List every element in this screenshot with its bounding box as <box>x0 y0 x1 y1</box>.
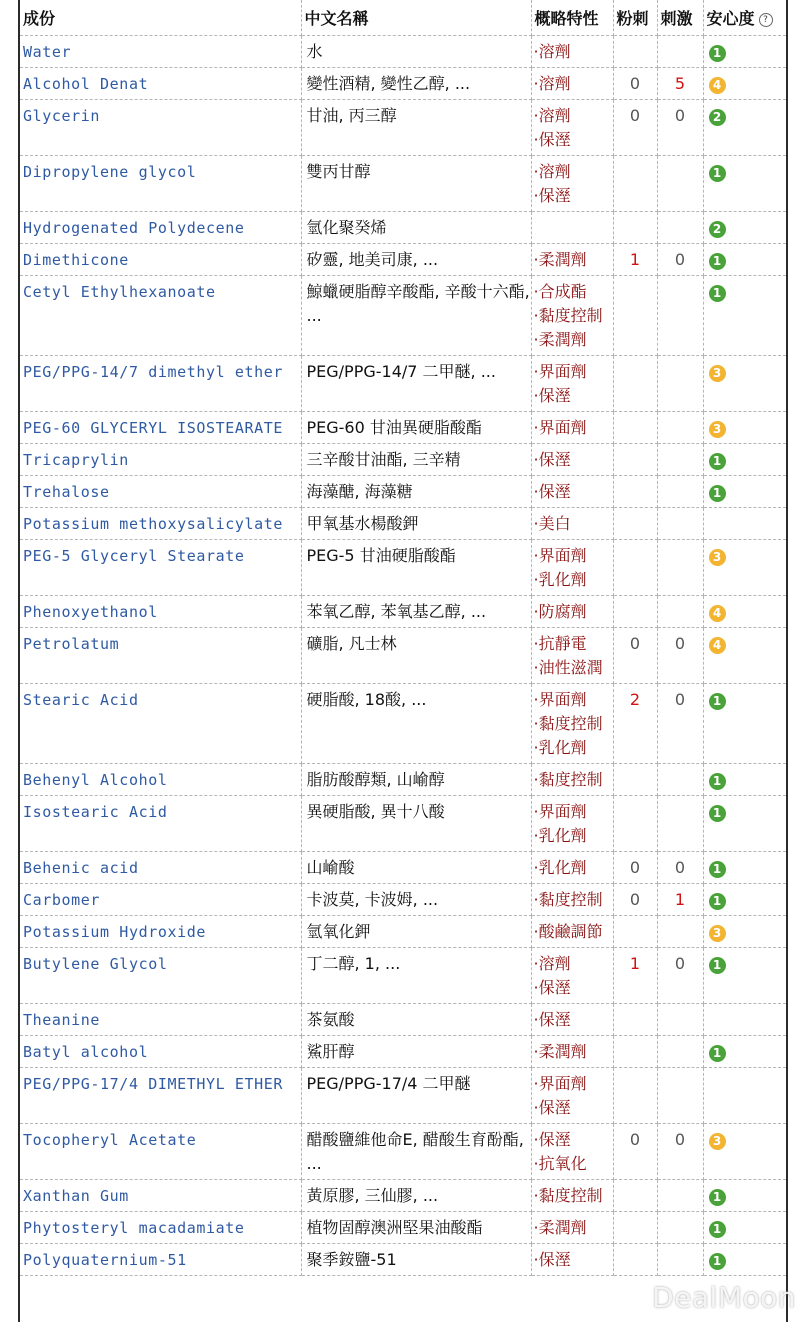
safety-cell <box>703 244 786 276</box>
acne-score <box>613 476 657 508</box>
irritation-score <box>657 476 703 508</box>
feature-list <box>531 852 613 884</box>
feature-link[interactable]: ·油性滋潤 <box>533 658 603 677</box>
ingredient-link[interactable]: Potassium methoxysalicylate <box>20 508 301 540</box>
table-row <box>20 508 786 540</box>
feature-list <box>531 884 613 916</box>
feature-link[interactable]: ·溶劑 <box>533 106 571 125</box>
feature-list <box>531 916 613 948</box>
chinese-name: PEG-60 甘油異硬脂酸酯 <box>301 412 531 444</box>
safety-badge-icon[interactable]: 3 <box>709 925 726 942</box>
ingredient-link[interactable]: Petrolatum <box>20 628 301 684</box>
feature-list <box>531 1212 613 1244</box>
safety-cell <box>703 916 786 948</box>
table-row <box>20 852 786 884</box>
header-acne[interactable]: 粉刺 <box>613 0 657 36</box>
feature-list <box>531 596 613 628</box>
safety-badge-icon[interactable]: 1 <box>709 285 726 302</box>
table-row <box>20 36 786 68</box>
acne-score <box>613 540 657 596</box>
feature-list <box>531 476 613 508</box>
feature-list <box>531 1036 613 1068</box>
acne-score: 0 <box>613 852 657 884</box>
acne-score <box>613 1180 657 1212</box>
acne-score <box>613 764 657 796</box>
ingredient-link[interactable]: PEG/PPG-14/7 dimethyl ether <box>20 356 301 412</box>
acne-score: 0 <box>613 628 657 684</box>
safety-cell <box>703 628 786 684</box>
acne-score <box>613 156 657 212</box>
irritation-score <box>657 212 703 244</box>
table-row <box>20 1036 786 1068</box>
ingredient-link[interactable]: Behenyl Alcohol <box>20 764 301 796</box>
chinese-name: 變性酒精, 變性乙醇, ... <box>301 68 531 100</box>
table-row <box>20 1180 786 1212</box>
safety-cell <box>703 596 786 628</box>
irritation-score: 0 <box>657 852 703 884</box>
table-row <box>20 948 786 1004</box>
feature-link[interactable]: ·乳化劑 <box>533 858 587 877</box>
ingredient-link[interactable]: Glycerin <box>20 100 301 156</box>
acne-score <box>613 356 657 412</box>
acne-score <box>613 1068 657 1124</box>
chinese-name: PEG/PPG-14/7 二甲醚, ... <box>301 356 531 412</box>
header-safety-label: 安心度 <box>706 9 755 28</box>
irritation-score <box>657 1068 703 1124</box>
safety-cell <box>703 508 786 540</box>
ingredient-link[interactable]: Trehalose <box>20 476 301 508</box>
table-row <box>20 1124 786 1180</box>
ingredient-link[interactable]: Cetyl Ethylhexanoate <box>20 276 301 356</box>
chinese-name: 矽靈, 地美司康, ... <box>301 244 531 276</box>
safety-badge-icon[interactable]: 1 <box>709 1221 726 1238</box>
feature-link[interactable]: ·乳化劑 <box>533 738 587 757</box>
chinese-name: 雙丙甘醇 <box>301 156 531 212</box>
safety-badge-icon[interactable]: 3 <box>709 421 726 438</box>
table-row <box>20 1212 786 1244</box>
safety-badge-icon[interactable]: 1 <box>709 1253 726 1270</box>
table-row <box>20 764 786 796</box>
feature-link[interactable]: ·界面劑 <box>533 546 587 565</box>
table-row <box>20 100 786 156</box>
chinese-name: 硬脂酸, 18酸, ... <box>301 684 531 764</box>
irritation-score <box>657 1180 703 1212</box>
safety-cell <box>703 540 786 596</box>
safety-cell <box>703 444 786 476</box>
feature-link[interactable]: ·界面劑 <box>533 418 587 437</box>
table-row <box>20 628 786 684</box>
safety-cell <box>703 356 786 412</box>
safety-badge-icon[interactable]: 1 <box>709 1045 726 1062</box>
header-row <box>20 0 786 36</box>
feature-list <box>531 1124 613 1180</box>
feature-link[interactable]: ·黏度控制 <box>533 714 603 733</box>
table-row <box>20 1004 786 1036</box>
feature-link[interactable]: ·界面劑 <box>533 690 587 709</box>
feature-list <box>531 68 613 100</box>
table-row <box>20 884 786 916</box>
acne-score: 0 <box>613 1124 657 1180</box>
safety-cell <box>703 36 786 68</box>
feature-list <box>531 540 613 596</box>
safety-badge-icon[interactable]: 1 <box>709 485 726 502</box>
feature-link[interactable]: ·抗靜電 <box>533 634 587 653</box>
ingredient-link[interactable]: Phytosteryl macadamiate <box>20 1212 301 1244</box>
ingredient-link[interactable]: Batyl alcohol <box>20 1036 301 1068</box>
irritation-score: 0 <box>657 684 703 764</box>
feature-list <box>531 212 613 244</box>
ingredient-link[interactable]: Potassium Hydroxide <box>20 916 301 948</box>
safety-badge-icon[interactable]: 1 <box>709 693 726 710</box>
chinese-name: 聚季銨鹽-51 <box>301 1244 531 1276</box>
irritation-score <box>657 36 703 68</box>
feature-link[interactable]: ·界面劑 <box>533 802 587 821</box>
ingredient-link[interactable]: Behenic acid <box>20 852 301 884</box>
acne-score <box>613 212 657 244</box>
acne-score <box>613 36 657 68</box>
safety-cell <box>703 884 786 916</box>
ingredient-link[interactable]: Water <box>20 36 301 68</box>
header-irritation[interactable]: 刺激 <box>657 0 703 36</box>
irritation-score: 0 <box>657 244 703 276</box>
table-row <box>20 540 786 596</box>
acne-score <box>613 508 657 540</box>
irritation-score: 0 <box>657 1124 703 1180</box>
acne-score <box>613 916 657 948</box>
feature-link[interactable]: ·保溼 <box>533 482 571 501</box>
chinese-name: 丁二醇, 1, ... <box>301 948 531 1004</box>
table-row <box>20 356 786 412</box>
safety-badge-icon[interactable]: 1 <box>709 773 726 790</box>
feature-link[interactable]: ·保溼 <box>533 450 571 469</box>
ingredient-link[interactable]: Dimethicone <box>20 244 301 276</box>
table-row <box>20 596 786 628</box>
feature-link[interactable]: ·美白 <box>533 514 571 533</box>
acne-score <box>613 596 657 628</box>
feature-list <box>531 356 613 412</box>
feature-link[interactable]: ·抗氧化 <box>533 1154 587 1173</box>
safety-cell <box>703 100 786 156</box>
acne-score: 0 <box>613 68 657 100</box>
ingredient-link[interactable]: Dipropylene glycol <box>20 156 301 212</box>
feature-link[interactable]: ·酸鹼調節 <box>533 922 603 941</box>
safety-badge-icon[interactable]: 1 <box>709 893 726 910</box>
feature-list <box>531 1180 613 1212</box>
feature-link[interactable]: ·保溼 <box>533 1130 571 1149</box>
safety-cell <box>703 212 786 244</box>
feature-link[interactable]: ·柔潤劑 <box>533 1042 587 1061</box>
safety-cell <box>703 1244 786 1276</box>
ingredient-link[interactable]: Butylene Glycol <box>20 948 301 1004</box>
feature-list <box>531 244 613 276</box>
acne-score: 1 <box>613 244 657 276</box>
feature-list <box>531 100 613 156</box>
acne-score: 0 <box>613 884 657 916</box>
irritation-score <box>657 916 703 948</box>
chinese-name: 甲氧基水楊酸鉀 <box>301 508 531 540</box>
table-row <box>20 276 786 356</box>
feature-link[interactable]: ·柔潤劑 <box>533 1218 587 1237</box>
feature-link[interactable]: ·保溼 <box>533 1098 571 1117</box>
acne-score <box>613 1212 657 1244</box>
table-row <box>20 156 786 212</box>
ingredient-link[interactable]: Xanthan Gum <box>20 1180 301 1212</box>
chinese-name: 異硬脂酸, 異十八酸 <box>301 796 531 852</box>
feature-link[interactable]: ·保溼 <box>533 1010 571 1029</box>
ingredient-link[interactable]: PEG-60 GLYCERYL ISOSTEARATE <box>20 412 301 444</box>
chinese-name: PEG/PPG-17/4 二甲醚 <box>301 1068 531 1124</box>
chinese-name: 海藻醣, 海藻糖 <box>301 476 531 508</box>
acne-score <box>613 412 657 444</box>
feature-link[interactable]: ·溶劑 <box>533 954 571 973</box>
safety-badge-icon[interactable]: 2 <box>709 109 726 126</box>
feature-list <box>531 276 613 356</box>
feature-link[interactable]: ·溶劑 <box>533 74 571 93</box>
acne-score: 2 <box>613 684 657 764</box>
acne-score <box>613 1036 657 1068</box>
irritation-score <box>657 1212 703 1244</box>
safety-badge-icon[interactable]: 1 <box>709 805 726 822</box>
chinese-name: 植物固醇澳洲堅果油酸酯 <box>301 1212 531 1244</box>
chinese-name: 礦脂, 凡士林 <box>301 628 531 684</box>
chinese-name: 醋酸鹽維他命E, 醋酸生育酚酯, ... <box>301 1124 531 1180</box>
safety-cell <box>703 684 786 764</box>
safety-badge-icon[interactable]: 1 <box>709 165 726 182</box>
ingredient-link[interactable]: PEG/PPG-17/4 DIMETHYL ETHER <box>20 1068 301 1124</box>
safety-badge-icon[interactable]: 1 <box>709 861 726 878</box>
feature-link[interactable]: ·柔潤劑 <box>533 250 587 269</box>
feature-link[interactable]: ·黏度控制 <box>533 1186 603 1205</box>
feature-link[interactable]: ·柔潤劑 <box>533 330 587 349</box>
table-row <box>20 244 786 276</box>
feature-link[interactable]: ·防腐劑 <box>533 602 587 621</box>
irritation-score: 0 <box>657 628 703 684</box>
acne-score <box>613 1004 657 1036</box>
irritation-score <box>657 444 703 476</box>
ingredient-link[interactable]: PEG-5 Glyceryl Stearate <box>20 540 301 596</box>
chinese-name: 苯氧乙醇, 苯氧基乙醇, ... <box>301 596 531 628</box>
safety-cell <box>703 852 786 884</box>
table-row <box>20 684 786 764</box>
ingredient-link[interactable]: Hydrogenated Polydecene <box>20 212 301 244</box>
feature-list <box>531 1004 613 1036</box>
safety-cell <box>703 476 786 508</box>
chinese-name: PEG-5 甘油硬脂酸酯 <box>301 540 531 596</box>
irritation-score <box>657 508 703 540</box>
acne-score: 1 <box>613 948 657 1004</box>
irritation-score: 0 <box>657 948 703 1004</box>
table-row <box>20 212 786 244</box>
chinese-name: 鯨蠟硬脂醇辛酸酯, 辛酸十六酯, ... <box>301 276 531 356</box>
header-ingredient[interactable]: 成份 <box>20 0 301 36</box>
safety-badge-icon[interactable]: 2 <box>709 221 726 238</box>
safety-badge-icon[interactable]: 1 <box>709 45 726 62</box>
feature-link[interactable]: ·黏度控制 <box>533 770 603 789</box>
chinese-name: 茶氨酸 <box>301 1004 531 1036</box>
feature-list <box>531 796 613 852</box>
chinese-name: 氫化聚癸烯 <box>301 212 531 244</box>
feature-link[interactable]: ·保溼 <box>533 186 571 205</box>
irritation-score <box>657 1244 703 1276</box>
acne-score <box>613 1244 657 1276</box>
irritation-score <box>657 596 703 628</box>
irritation-score: 5 <box>657 68 703 100</box>
safety-cell <box>703 948 786 1004</box>
chinese-name: 三辛酸甘油酯, 三辛精 <box>301 444 531 476</box>
feature-link[interactable]: ·界面劑 <box>533 1074 587 1093</box>
feature-list <box>531 412 613 444</box>
safety-cell <box>703 1124 786 1180</box>
safety-badge-icon[interactable]: 4 <box>709 637 726 654</box>
safety-cell <box>703 1180 786 1212</box>
feature-link[interactable]: ·保溼 <box>533 386 571 405</box>
safety-cell <box>703 156 786 212</box>
header-chinese-name[interactable]: 中文名稱 <box>301 0 531 36</box>
irritation-score: 1 <box>657 884 703 916</box>
table-row <box>20 796 786 852</box>
safety-cell <box>703 1004 786 1036</box>
ingredient-link[interactable]: Carbomer <box>20 884 301 916</box>
feature-list <box>531 508 613 540</box>
header-features[interactable]: 概略特性 <box>531 0 613 36</box>
safety-cell <box>703 412 786 444</box>
safety-cell <box>703 68 786 100</box>
irritation-score <box>657 540 703 596</box>
table-row <box>20 1068 786 1124</box>
ingredient-table <box>20 0 786 1276</box>
feature-link[interactable]: ·乳化劑 <box>533 826 587 845</box>
feature-link[interactable]: ·乳化劑 <box>533 570 587 589</box>
feature-list <box>531 684 613 764</box>
irritation-score <box>657 764 703 796</box>
irritation-score <box>657 276 703 356</box>
question-circle-icon[interactable]: ? <box>759 13 773 27</box>
table-row <box>20 476 786 508</box>
feature-link[interactable]: ·黏度控制 <box>533 306 603 325</box>
feature-list <box>531 444 613 476</box>
safety-cell <box>703 1036 786 1068</box>
ingredient-link[interactable]: Isostearic Acid <box>20 796 301 852</box>
table-row <box>20 1244 786 1276</box>
feature-link[interactable]: ·保溼 <box>533 1250 571 1269</box>
irritation-score <box>657 156 703 212</box>
acne-score <box>613 796 657 852</box>
ingredient-link[interactable]: Tricaprylin <box>20 444 301 476</box>
chinese-name: 卡波莫, 卡波姆, ... <box>301 884 531 916</box>
feature-list <box>531 628 613 684</box>
chinese-name: 水 <box>301 36 531 68</box>
feature-link[interactable]: ·保溼 <box>533 978 571 997</box>
feature-list <box>531 1068 613 1124</box>
safety-cell <box>703 796 786 852</box>
acne-score <box>613 444 657 476</box>
acne-score: 0 <box>613 100 657 156</box>
safety-badge-icon[interactable]: 3 <box>709 365 726 382</box>
irritation-score <box>657 1036 703 1068</box>
feature-list <box>531 948 613 1004</box>
feature-list <box>531 36 613 68</box>
safety-badge-icon[interactable]: 3 <box>709 1133 726 1150</box>
chinese-name: 山崳酸 <box>301 852 531 884</box>
table-row <box>20 916 786 948</box>
safety-cell <box>703 1212 786 1244</box>
header-safety[interactable] <box>703 0 786 36</box>
chinese-name: 脂肪酸醇類, 山崳醇 <box>301 764 531 796</box>
feature-link[interactable]: ·保溼 <box>533 130 571 149</box>
table-row <box>20 444 786 476</box>
safety-cell <box>703 764 786 796</box>
chinese-name: 甘油, 丙三醇 <box>301 100 531 156</box>
feature-link[interactable]: ·黏度控制 <box>533 890 603 909</box>
chinese-name: 氫氧化鉀 <box>301 916 531 948</box>
safety-cell <box>703 1068 786 1124</box>
ingredient-link[interactable]: Tocopheryl Acetate <box>20 1124 301 1180</box>
irritation-score <box>657 1004 703 1036</box>
feature-list <box>531 1244 613 1276</box>
safety-badge-icon[interactable]: 1 <box>709 253 726 270</box>
acne-score <box>613 276 657 356</box>
feature-link[interactable]: ·界面劑 <box>533 362 587 381</box>
irritation-score <box>657 356 703 412</box>
safety-badge-icon[interactable]: 1 <box>709 453 726 470</box>
ingredient-link[interactable]: Phenoxyethanol <box>20 596 301 628</box>
feature-link[interactable]: ·合成酯 <box>533 282 587 301</box>
chinese-name: 黃原膠, 三仙膠, ... <box>301 1180 531 1212</box>
safety-badge-icon[interactable]: 4 <box>709 77 726 94</box>
ingredient-link[interactable]: Stearic Acid <box>20 684 301 764</box>
safety-cell <box>703 276 786 356</box>
feature-list <box>531 764 613 796</box>
irritation-score <box>657 796 703 852</box>
safety-badge-icon[interactable]: 1 <box>709 1189 726 1206</box>
feature-link[interactable]: ·溶劑 <box>533 42 571 61</box>
chinese-name: 鯊肝醇 <box>301 1036 531 1068</box>
table-row <box>20 412 786 444</box>
watermark: DealMoon <box>652 1281 796 1314</box>
safety-badge-icon[interactable]: 4 <box>709 605 726 622</box>
feature-list <box>531 156 613 212</box>
safety-badge-icon[interactable]: 1 <box>709 957 726 974</box>
ingredient-link[interactable]: Theanine <box>20 1004 301 1036</box>
safety-badge-icon[interactable]: 3 <box>709 549 726 566</box>
ingredient-link[interactable]: Polyquaternium-51 <box>20 1244 301 1276</box>
feature-link[interactable]: ·溶劑 <box>533 162 571 181</box>
ingredient-link[interactable]: Alcohol Denat <box>20 68 301 100</box>
irritation-score: 0 <box>657 100 703 156</box>
irritation-score <box>657 412 703 444</box>
table-row <box>20 68 786 100</box>
